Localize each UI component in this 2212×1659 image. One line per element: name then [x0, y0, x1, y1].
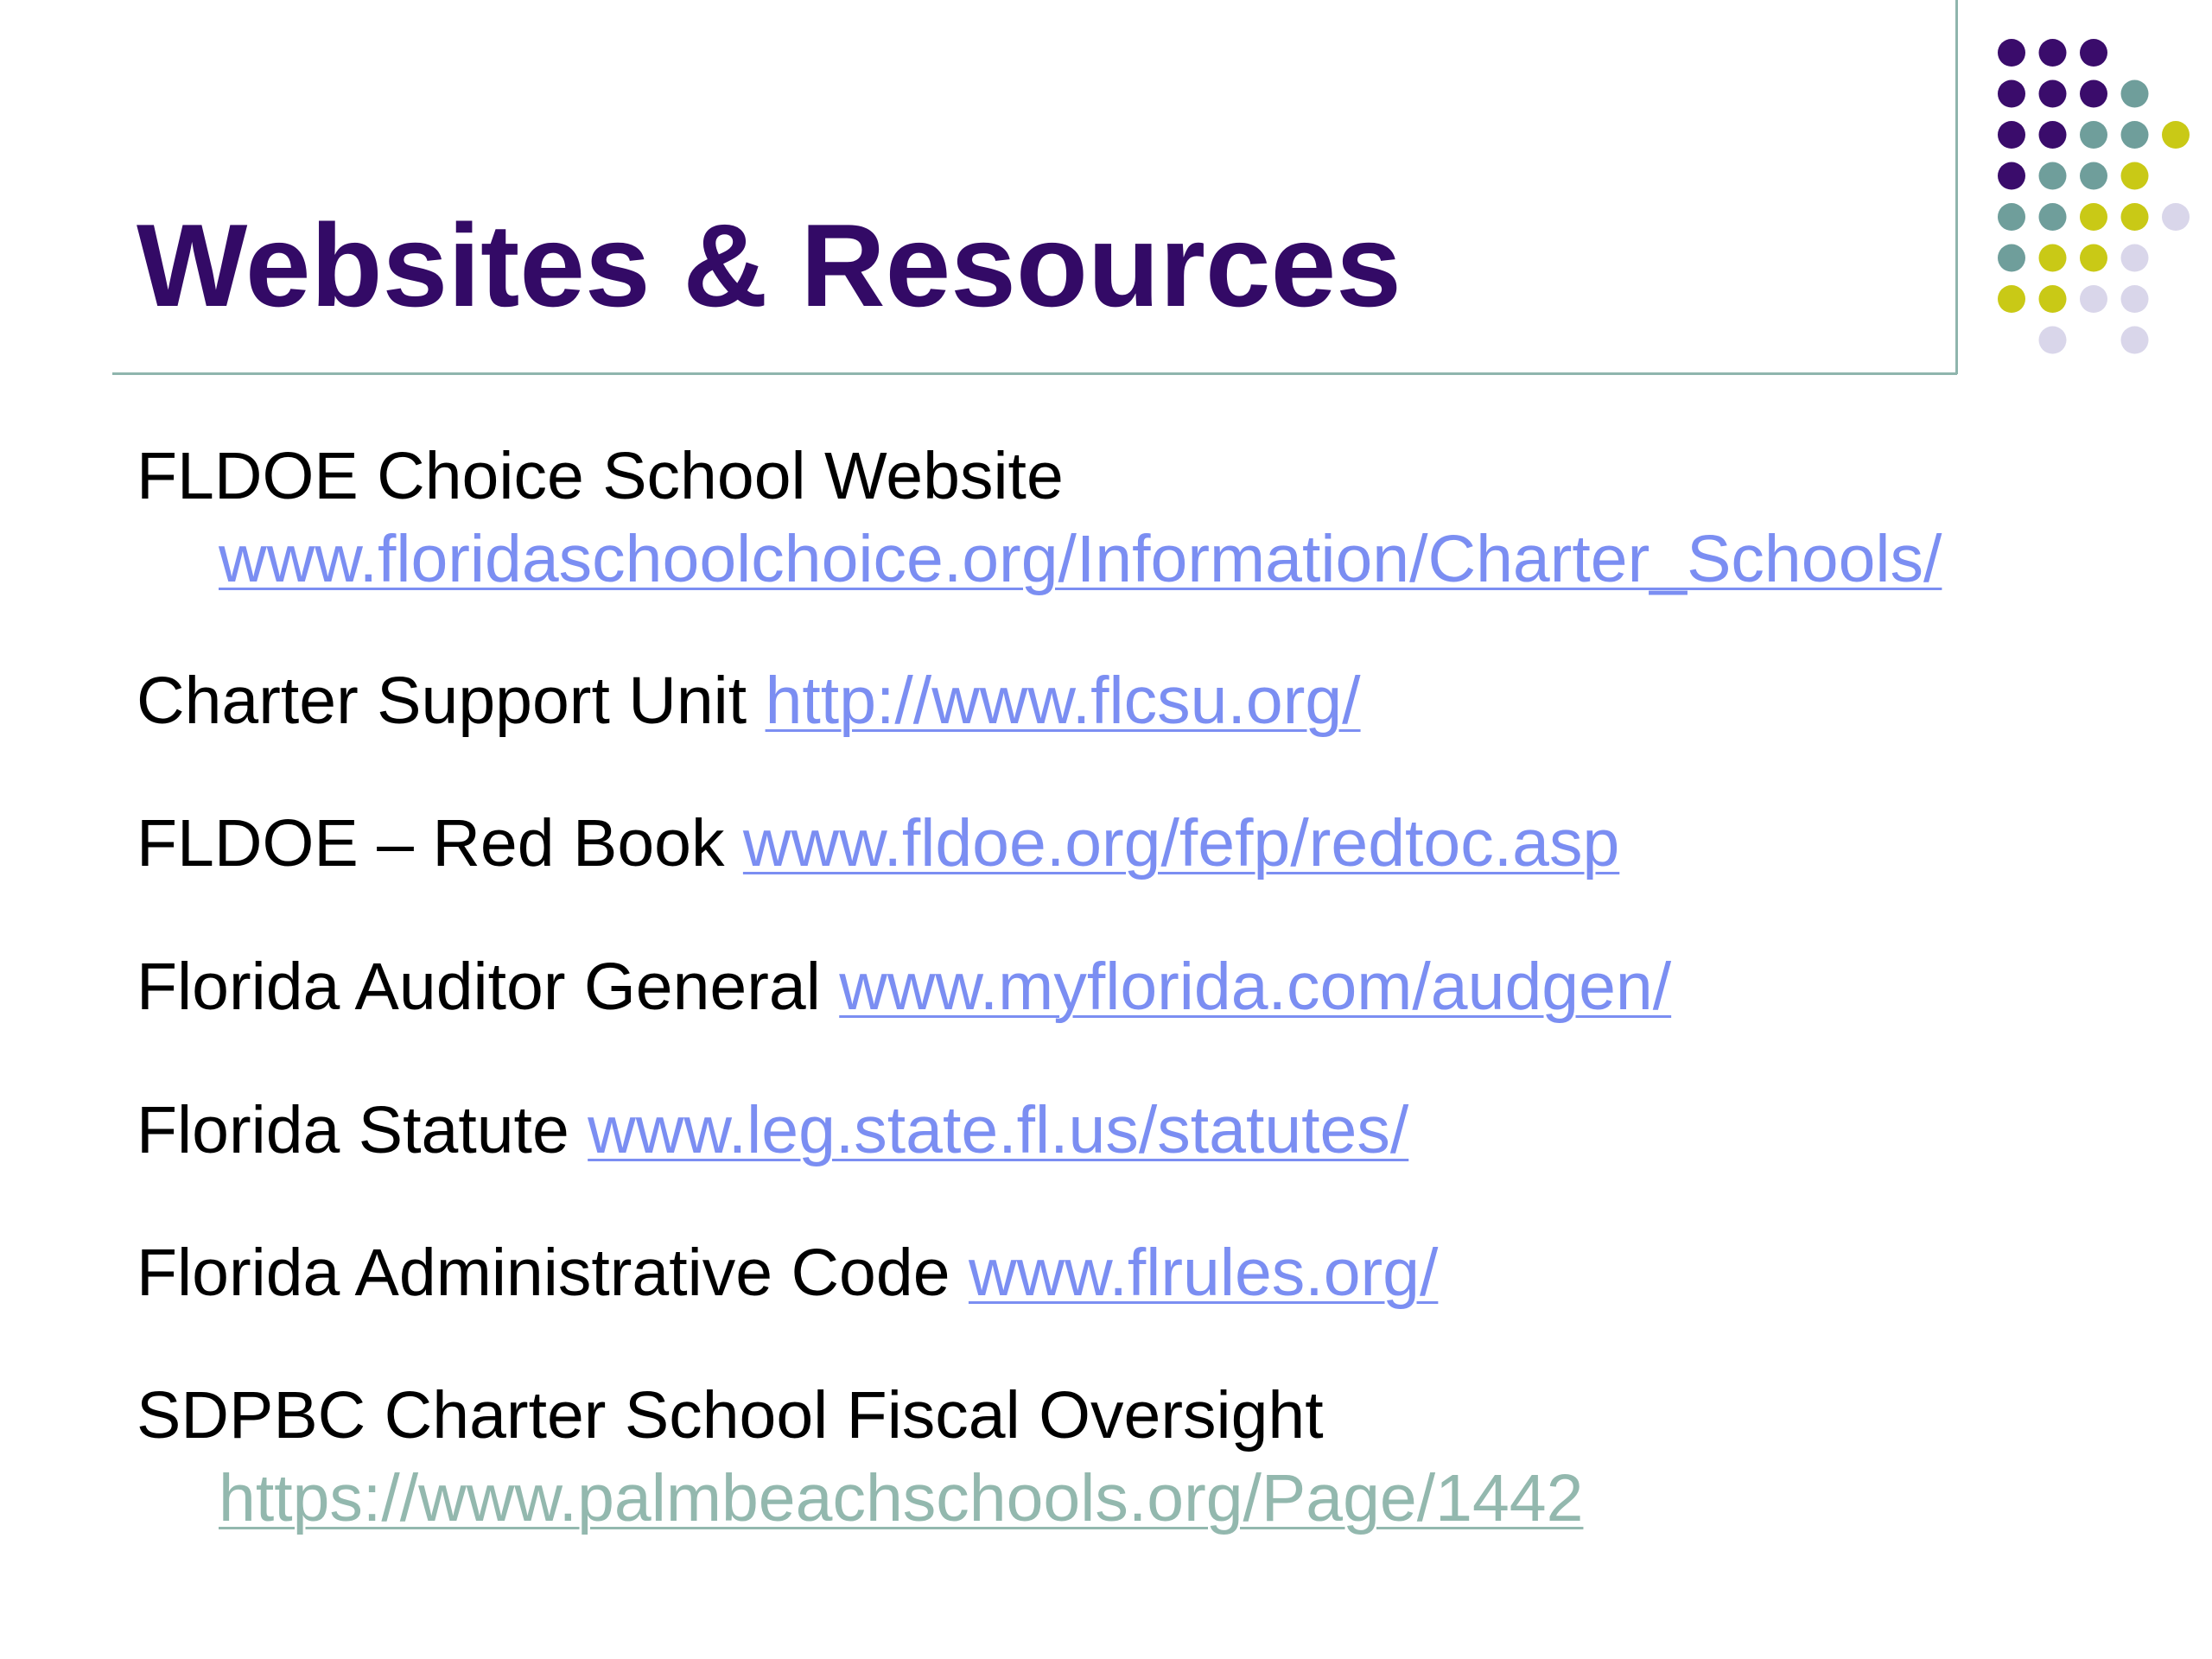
decorative-dot	[2039, 121, 2067, 149]
decorative-dot-grid	[0, 0, 2212, 380]
resource-link[interactable]: www.fldoe.org/fefp/redtoc.asp	[742, 806, 1620, 880]
decorative-dot	[2121, 203, 2149, 231]
resource-item-auditor-general	[137, 945, 1671, 1028]
resource-link[interactable]: www.flrules.org/	[968, 1236, 1439, 1310]
decorative-dot	[2121, 80, 2149, 108]
resource-label: SDPBC Charter School Fiscal Oversight	[137, 1378, 1324, 1452]
resource-label: Florida Auditor General	[137, 950, 821, 1024]
decorative-dot	[2080, 245, 2107, 272]
decorative-dot	[1998, 203, 2025, 231]
resource-label: FLDOE Choice School Website	[137, 439, 1064, 513]
resource-item-sdpbc-fiscal-oversight	[137, 1374, 1583, 1540]
resource-item-administrative-code	[137, 1231, 1438, 1314]
resource-item-florida-statute	[137, 1089, 1408, 1172]
decorative-dot	[2080, 162, 2107, 190]
decorative-dot	[2121, 245, 2149, 272]
decorative-dot	[2162, 121, 2190, 149]
decorative-dot	[2039, 162, 2067, 190]
resource-label: Florida Administrative Code	[137, 1236, 950, 1310]
decorative-dot	[1998, 245, 2025, 272]
decorative-dot	[2039, 327, 2067, 354]
decorative-dot	[1998, 39, 2025, 67]
resource-link[interactable]: https://www.palmbeachschools.org/Page/1442	[219, 1461, 1584, 1535]
decorative-dot	[2121, 162, 2149, 190]
resource-label: Charter Support Unit	[137, 664, 747, 738]
resource-link[interactable]: http://www.flcsu.org/	[765, 664, 1361, 738]
resource-label: Florida Statute	[137, 1093, 569, 1167]
resource-label: FLDOE – Red Book	[137, 806, 725, 880]
decorative-dot	[2039, 80, 2067, 108]
decorative-dot	[2039, 245, 2067, 272]
resource-link[interactable]: www.leg.state.fl.us/statutes/	[588, 1093, 1409, 1167]
decorative-dot	[2121, 121, 2149, 149]
decorative-dot	[2039, 203, 2067, 231]
decorative-dot	[1998, 162, 2025, 190]
decorative-dot	[1998, 121, 2025, 149]
decorative-dot	[2121, 285, 2149, 313]
decorative-dot	[2080, 121, 2107, 149]
decorative-dot	[2039, 39, 2067, 67]
resource-link[interactable]: www.floridaschoolchoice.org/Information/Charter_Schools/	[219, 522, 1942, 596]
decorative-dot	[1998, 285, 2025, 313]
decorative-dot	[2080, 39, 2107, 67]
resource-item-red-book	[137, 802, 1619, 885]
decorative-dot	[2080, 80, 2107, 108]
decorative-dot	[2039, 285, 2067, 313]
decorative-dot	[2121, 327, 2149, 354]
decorative-dot	[2080, 285, 2107, 313]
resource-item-charter-support-unit	[137, 659, 1361, 742]
decorative-dot	[2080, 203, 2107, 231]
resource-link[interactable]: www.myflorida.com/audgen/	[839, 950, 1672, 1024]
slide-title: Websites & Resources	[137, 200, 1402, 331]
decorative-dot	[1998, 80, 2025, 108]
resource-item-fldoe-choice	[137, 435, 1942, 601]
decorative-dot	[2162, 203, 2190, 231]
